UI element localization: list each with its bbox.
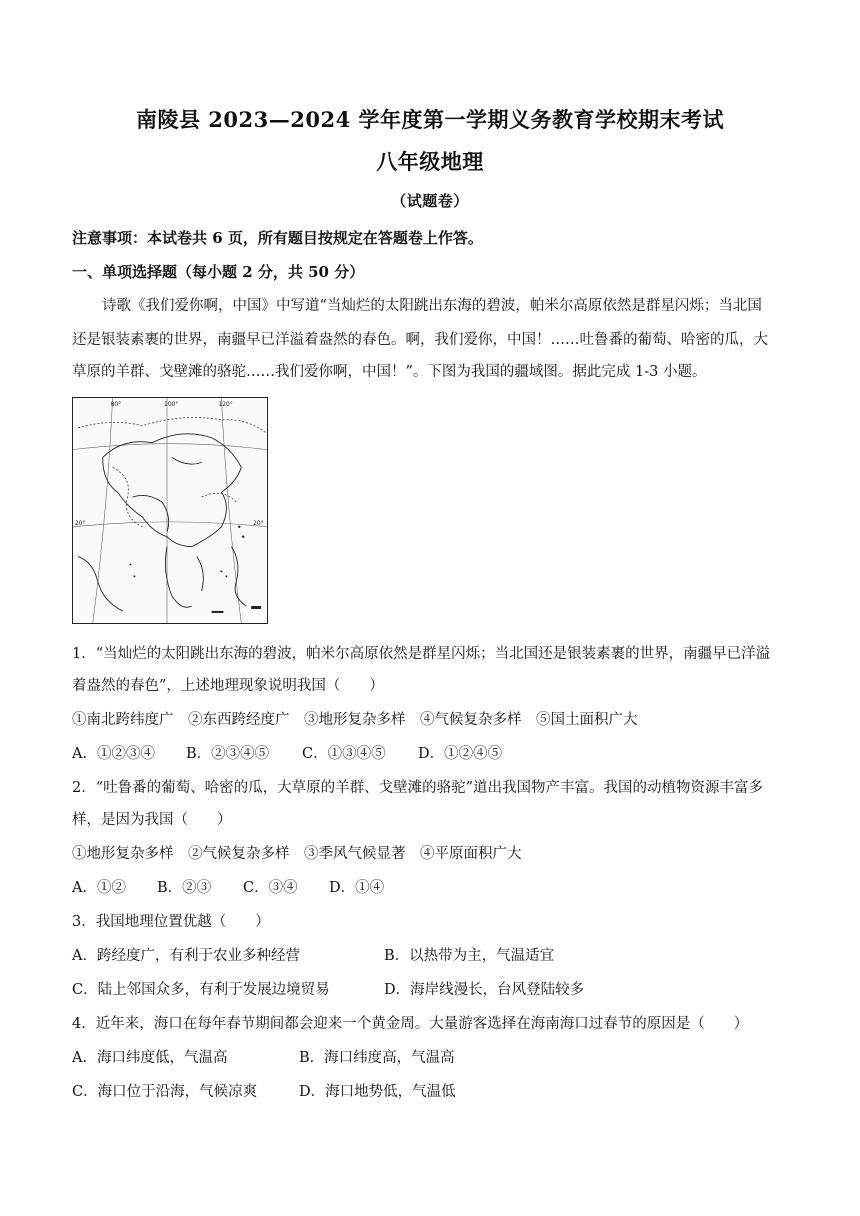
lat-label: 20° <box>74 519 86 527</box>
question-stem: 着盎然的春色”，上述地理现象说明我国（ ） <box>72 678 384 694</box>
option-a[interactable]: A．海口纬度低，气温高 <box>72 1050 228 1066</box>
intro-line: 还是银装素裹的世界，南疆早已洋溢着盎然的春色。啊，我们爱你，中国！……吐鲁番的葡萄、哈密的瓜，大 <box>72 332 768 348</box>
option-b[interactable]: B．②③ <box>157 880 212 896</box>
question-items: ①南北跨纬度广 ②东西跨经度广 ③地形复杂多样 ④气候复杂多样 ⑤国土面积广大 <box>72 712 638 728</box>
option-a[interactable]: A．①② <box>72 880 126 896</box>
question-stem: 4．近年来，海口在每年春节期间都会迎来一个黄金周。大量游客选择在海南海口过春节的原因是（ ） <box>72 1016 749 1032</box>
option-c[interactable]: C．海口位于沿海，气候凉爽 <box>72 1084 258 1100</box>
exam-title: 南陵县 2023—2024 学年度第一学期义务教育学校期末考试 <box>135 107 724 132</box>
notice: 注意事项：本试卷共 6 页，所有题目按规定在答题卷上作答。 <box>72 229 483 247</box>
option-d[interactable]: D．海口地势低，气温低 <box>299 1084 456 1100</box>
china-territory-map <box>72 397 268 624</box>
question-stem: 3．我国地理位置优越（ ） <box>72 914 270 930</box>
question-stem: 1．“当灿烂的太阳跳出东海的碧波，帕米尔高原依然是群星闪烁；当北国还是银装素裹的世界，南疆早已洋溢 <box>72 646 771 662</box>
lat-label: 20° <box>253 519 264 527</box>
option-c[interactable]: C．陆上邻国众多，有利于发展边境贸易 <box>72 982 330 998</box>
lon-label: 100° <box>164 401 179 409</box>
question-stem: 样，是因为我国（ ） <box>72 812 232 828</box>
option-d[interactable]: D．海岸线漫长，台风登陆较多 <box>384 982 585 998</box>
map-drawing <box>73 398 267 623</box>
exam-subtitle: 八年级地理 <box>376 149 484 174</box>
option-b[interactable]: B．②③④⑤ <box>186 746 270 762</box>
option-a[interactable]: A．跨经度广，有利于农业多种经营 <box>72 948 300 964</box>
paper-type: （试题卷） <box>391 192 469 210</box>
section-heading: 一、单项选择题（每小题 2 分，共 50 分） <box>72 263 365 281</box>
option-d[interactable]: D．①②④⑤ <box>418 746 503 762</box>
question-items: ①地形复杂多样 ②气候复杂多样 ③季风气候显著 ④平原面积广大 <box>72 846 522 862</box>
lon-label: 80° <box>110 401 122 409</box>
lon-label: 120° <box>218 401 233 409</box>
question-stem: 2．“吐鲁番的葡萄、哈密的瓜，大草原的羊群、戈壁滩的骆驼”道出我国物产丰富。我国的动植物资源丰富多 <box>72 780 764 796</box>
option-c[interactable]: C．③④ <box>243 880 298 896</box>
option-a[interactable]: A．①②③④ <box>72 746 155 762</box>
option-b[interactable]: B．以热带为主，气温适宜 <box>384 948 555 964</box>
intro-line: 草原的羊群、戈壁滩的骆驼……我们爱你啊，中国！”。下图为我国的疆域图。据此完成 1-3 小题。 <box>72 364 707 380</box>
intro-line: 诗歌《我们爱你啊，中国》中写道“当灿烂的太阳跳出东海的碧波，帕米尔高原依然是群星闪烁；当北国 <box>102 298 762 314</box>
option-b[interactable]: B．海口纬度高，气温高 <box>299 1050 455 1066</box>
option-c[interactable]: C．①③④⑤ <box>302 746 386 762</box>
option-d[interactable]: D．①④ <box>329 880 385 896</box>
